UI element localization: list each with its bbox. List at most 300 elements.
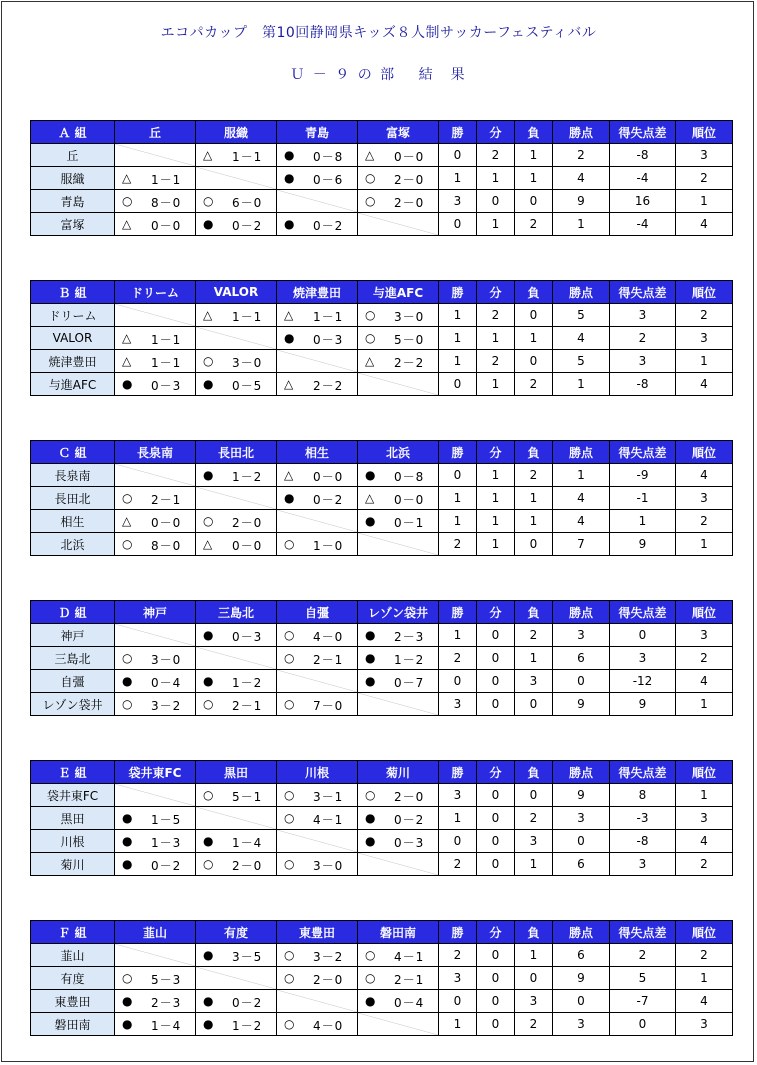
team-name: 東豊田 (31, 990, 115, 1013)
diagonal-line (115, 784, 195, 806)
diagonal-line (277, 190, 357, 212)
match-result (277, 533, 358, 556)
team-name: 自彊 (31, 670, 115, 693)
header-row (31, 601, 733, 624)
stat-value: 0 (439, 213, 477, 236)
stat-value: 4 (676, 373, 733, 396)
diagonal-cell (115, 464, 196, 487)
match-score: 0－5 (232, 379, 263, 393)
result-mark: ● (203, 217, 214, 231)
group-table (30, 280, 733, 396)
result-mark: △ (122, 217, 132, 231)
group-table (30, 120, 733, 236)
stat-value: -8 (610, 830, 676, 853)
diagonal-line (358, 693, 438, 715)
stat-value: 3 (439, 693, 477, 716)
stat-column-header: 分 (477, 921, 515, 944)
diagonal-cell (277, 190, 358, 213)
team-column-header: 有度 (196, 921, 277, 944)
header-row (31, 121, 733, 144)
match-result (358, 624, 439, 647)
group-table (30, 600, 733, 716)
match-result (196, 533, 277, 556)
result-mark: ○ (284, 697, 295, 711)
match-result (277, 213, 358, 236)
stat-value: 1 (676, 350, 733, 373)
stat-value: -3 (610, 807, 676, 830)
result-mark: ● (365, 811, 376, 825)
stat-value: 0 (439, 990, 477, 1013)
match-result (277, 327, 358, 350)
table-row (31, 144, 733, 167)
stat-value: 2 (676, 853, 733, 876)
stat-column-header: 負 (515, 121, 553, 144)
stat-value: 4 (676, 830, 733, 853)
stat-value: 6 (553, 647, 610, 670)
stat-value: 4 (553, 167, 610, 190)
diagonal-line (196, 487, 276, 509)
match-result (115, 350, 196, 373)
stat-value: 1 (439, 167, 477, 190)
stat-value: -4 (610, 167, 676, 190)
stat-column-header: 勝点 (553, 761, 610, 784)
match-score: 0－3 (232, 630, 263, 644)
match-score: 0－2 (151, 859, 182, 873)
stat-value: 1 (477, 167, 515, 190)
match-result (115, 967, 196, 990)
result-mark: ○ (203, 857, 214, 871)
stat-value: 1 (477, 510, 515, 533)
team-name: 韮山 (31, 944, 115, 967)
match-result (358, 784, 439, 807)
stat-value: 2 (439, 533, 477, 556)
result-mark: ● (203, 674, 214, 688)
result-mark: △ (365, 148, 375, 162)
team-name: 神戸 (31, 624, 115, 647)
match-result (358, 990, 439, 1013)
match-result (277, 967, 358, 990)
stat-column-header: 分 (477, 761, 515, 784)
match-result (196, 350, 277, 373)
match-result (277, 784, 358, 807)
team-column-header: 神戸 (115, 601, 196, 624)
stat-value: 3 (610, 350, 676, 373)
match-score: 2－2 (394, 356, 425, 370)
stat-value: 4 (553, 327, 610, 350)
team-name: ドリーム (31, 304, 115, 327)
match-score: 3－1 (313, 790, 344, 804)
stat-column-header: 勝 (439, 761, 477, 784)
match-score: 2－0 (394, 790, 425, 804)
result-mark: △ (284, 377, 294, 391)
stat-value: 2 (515, 373, 553, 396)
result-mark: ● (284, 171, 295, 185)
stat-value: 7 (553, 533, 610, 556)
diagonal-line (277, 670, 357, 692)
stat-column-header: 勝 (439, 281, 477, 304)
stat-value: 1 (515, 327, 553, 350)
diagonal-cell (358, 373, 439, 396)
stat-value: 1 (515, 144, 553, 167)
team-name: VALOR (31, 327, 115, 350)
result-mark: ● (122, 1017, 133, 1031)
stat-value: 0 (515, 784, 553, 807)
stat-value: 1 (477, 373, 515, 396)
stat-value: 1 (676, 693, 733, 716)
table-row (31, 670, 733, 693)
team-column-header: VALOR (196, 281, 277, 304)
stat-value: 16 (610, 190, 676, 213)
stat-value: 9 (553, 784, 610, 807)
diagonal-cell (196, 167, 277, 190)
match-result (358, 967, 439, 990)
stat-value: 1 (439, 304, 477, 327)
match-score: 1－1 (232, 150, 263, 164)
team-column-header: 三島北 (196, 601, 277, 624)
header-row (31, 921, 733, 944)
match-score: 1－1 (151, 333, 182, 347)
result-mark: ○ (122, 651, 133, 665)
team-column-header: 袋井東FC (115, 761, 196, 784)
match-result (196, 144, 277, 167)
group-label: Ａ 組 (31, 121, 115, 144)
diagonal-line (115, 624, 195, 646)
diagonal-cell (358, 213, 439, 236)
match-result (196, 624, 277, 647)
header-row (31, 281, 733, 304)
match-score: 0－6 (313, 173, 344, 187)
page-title: エコパカップ 第10回静岡県キッズ８人制サッカーフェスティバル (160, 25, 597, 41)
stat-column-header: 得失点差 (610, 441, 676, 464)
stat-value: 1 (439, 487, 477, 510)
match-result (277, 167, 358, 190)
diagonal-line (115, 144, 195, 166)
match-score: 0－1 (394, 516, 425, 530)
stat-value: 2 (515, 213, 553, 236)
match-result (277, 1013, 358, 1036)
stat-value: 2 (676, 510, 733, 533)
diagonal-cell (115, 944, 196, 967)
match-score: 2－1 (232, 699, 263, 713)
match-score: 0－2 (313, 493, 344, 507)
team-name: 服織 (31, 167, 115, 190)
result-mark: ○ (284, 948, 295, 962)
match-score: 0－0 (151, 219, 182, 233)
match-result (358, 670, 439, 693)
team-name: 青島 (31, 190, 115, 213)
result-mark: ● (284, 148, 295, 162)
stat-value: 1 (477, 487, 515, 510)
stat-value: 6 (553, 944, 610, 967)
table-row (31, 967, 733, 990)
result-mark: △ (203, 308, 213, 322)
match-score: 4－1 (313, 813, 344, 827)
stat-value: 3 (676, 327, 733, 350)
stat-value: -1 (610, 487, 676, 510)
stat-value: 0 (439, 830, 477, 853)
diagonal-cell (277, 670, 358, 693)
stat-value: 2 (477, 144, 515, 167)
stat-column-header: 順位 (676, 281, 733, 304)
stat-value: 0 (515, 190, 553, 213)
stat-column-header: 分 (477, 121, 515, 144)
stat-value: 3 (676, 487, 733, 510)
stat-column-header: 勝 (439, 921, 477, 944)
match-score: 5－3 (151, 973, 182, 987)
stat-value: 3 (553, 807, 610, 830)
stat-value: 1 (553, 373, 610, 396)
stat-column-header: 負 (515, 761, 553, 784)
result-mark: ○ (284, 628, 295, 642)
match-result (115, 693, 196, 716)
match-score: 3－0 (232, 356, 263, 370)
stat-column-header: 得失点差 (610, 921, 676, 944)
match-result (115, 670, 196, 693)
stat-column-header: 分 (477, 601, 515, 624)
team-column-header: 菊川 (358, 761, 439, 784)
match-result (196, 1013, 277, 1036)
stat-value: 0 (439, 670, 477, 693)
match-result (115, 510, 196, 533)
match-score: 1－2 (394, 653, 425, 667)
match-result (358, 144, 439, 167)
stat-value: -7 (610, 990, 676, 1013)
stat-value: 1 (676, 967, 733, 990)
stat-value: 1 (477, 464, 515, 487)
stat-value: 1 (439, 350, 477, 373)
team-name: 有度 (31, 967, 115, 990)
result-mark: ○ (365, 948, 376, 962)
result-mark: ● (365, 674, 376, 688)
stat-value: 2 (676, 167, 733, 190)
team-column-header: レゾン袋井 (358, 601, 439, 624)
stat-value: -9 (610, 464, 676, 487)
stat-value: 0 (477, 784, 515, 807)
match-score: 5－1 (232, 790, 263, 804)
match-score: 1－4 (151, 1019, 182, 1033)
match-result (196, 670, 277, 693)
stat-value: 2 (515, 807, 553, 830)
match-score: 7－0 (313, 699, 344, 713)
table-row (31, 464, 733, 487)
match-result (115, 190, 196, 213)
diagonal-line (196, 327, 276, 349)
match-result (358, 647, 439, 670)
match-score: 1－1 (313, 310, 344, 324)
stat-value: 4 (676, 990, 733, 1013)
stat-value: 1 (676, 190, 733, 213)
result-mark: ○ (203, 697, 214, 711)
stat-value: 3 (676, 144, 733, 167)
stat-column-header: 負 (515, 441, 553, 464)
match-score: 4－0 (313, 630, 344, 644)
result-mark: △ (365, 354, 375, 368)
match-score: 0－2 (313, 219, 344, 233)
stat-value: 3 (553, 624, 610, 647)
result-mark: ○ (122, 971, 133, 985)
stat-column-header: 順位 (676, 761, 733, 784)
stat-value: 1 (477, 213, 515, 236)
match-score: 2－0 (232, 516, 263, 530)
stat-value: 0 (439, 373, 477, 396)
result-mark: ● (203, 377, 214, 391)
match-score: 0－3 (313, 333, 344, 347)
result-mark: ○ (365, 971, 376, 985)
result-mark: ● (365, 514, 376, 528)
stat-value: 1 (439, 807, 477, 830)
team-name: 焼津豊田 (31, 350, 115, 373)
match-result (277, 624, 358, 647)
match-score: 3－2 (313, 950, 344, 964)
stat-value: 0 (477, 647, 515, 670)
stat-value: 2 (553, 144, 610, 167)
match-score: 0－8 (313, 150, 344, 164)
diagonal-cell (277, 350, 358, 373)
match-result (277, 693, 358, 716)
team-column-header: 与進AFC (358, 281, 439, 304)
page-subtitle: Ｕ － ９ の 部 結 果 (290, 67, 467, 83)
match-result (358, 807, 439, 830)
stat-value: 2 (439, 944, 477, 967)
match-score: 6－0 (232, 196, 263, 210)
diagonal-line (196, 807, 276, 829)
team-column-header: 東豊田 (277, 921, 358, 944)
stat-value: 9 (610, 693, 676, 716)
result-mark: ● (365, 994, 376, 1008)
stat-value: -8 (610, 144, 676, 167)
result-mark: ● (365, 468, 376, 482)
result-mark: ○ (284, 1017, 295, 1031)
match-score: 0－0 (394, 150, 425, 164)
table-row (31, 944, 733, 967)
match-result (196, 304, 277, 327)
diagonal-line (358, 373, 438, 395)
match-result (277, 944, 358, 967)
stat-value: 2 (610, 944, 676, 967)
match-score: 0－4 (394, 996, 425, 1010)
diagonal-line (358, 213, 438, 235)
team-name: 袋井東FC (31, 784, 115, 807)
match-score: 0－7 (394, 676, 425, 690)
match-result (196, 990, 277, 1013)
stat-value: 0 (610, 1013, 676, 1036)
result-mark: ○ (365, 194, 376, 208)
group-label: Ｅ 組 (31, 761, 115, 784)
stat-value: 2 (676, 944, 733, 967)
stat-value: 9 (553, 190, 610, 213)
stat-value: 6 (553, 853, 610, 876)
match-score: 2－1 (394, 973, 425, 987)
diagonal-cell (196, 487, 277, 510)
match-result (358, 487, 439, 510)
match-result (115, 487, 196, 510)
stat-value: 4 (676, 213, 733, 236)
stat-value: 0 (439, 464, 477, 487)
stat-value: 3 (515, 830, 553, 853)
team-name: 長泉南 (31, 464, 115, 487)
result-mark: ○ (284, 651, 295, 665)
match-score: 3－0 (151, 653, 182, 667)
result-mark: ○ (203, 514, 214, 528)
match-result (115, 807, 196, 830)
result-mark: ● (122, 834, 133, 848)
stat-value: 0 (477, 693, 515, 716)
result-mark: ● (203, 468, 214, 482)
stat-column-header: 勝 (439, 441, 477, 464)
diagonal-cell (358, 853, 439, 876)
stat-column-header: 勝点 (553, 921, 610, 944)
table-row (31, 693, 733, 716)
result-mark: △ (122, 331, 132, 345)
stat-column-header: 勝 (439, 121, 477, 144)
stat-value: 2 (515, 1013, 553, 1036)
result-mark: △ (284, 308, 294, 322)
result-mark: △ (203, 148, 213, 162)
stat-column-header: 勝 (439, 601, 477, 624)
table-row (31, 190, 733, 213)
stat-column-header: 分 (477, 281, 515, 304)
stat-value: 0 (515, 967, 553, 990)
team-column-header: 青島 (277, 121, 358, 144)
diagonal-cell (196, 807, 277, 830)
team-column-header: 相生 (277, 441, 358, 464)
result-mark: ○ (284, 811, 295, 825)
match-score: 0－8 (394, 470, 425, 484)
match-score: 1－1 (151, 356, 182, 370)
match-result (196, 830, 277, 853)
match-result (196, 510, 277, 533)
stat-value: 3 (676, 624, 733, 647)
table-row (31, 327, 733, 350)
diagonal-cell (196, 647, 277, 670)
match-score: 8－0 (151, 539, 182, 553)
match-result (115, 990, 196, 1013)
stat-value: -8 (610, 373, 676, 396)
match-score: 2－0 (232, 859, 263, 873)
stat-value: 0 (477, 624, 515, 647)
stat-column-header: 順位 (676, 921, 733, 944)
result-mark: ○ (122, 491, 133, 505)
diagonal-line (115, 304, 195, 326)
stat-value: 2 (477, 304, 515, 327)
stat-value: 1 (553, 213, 610, 236)
team-name: 与進AFC (31, 373, 115, 396)
diagonal-cell (358, 1013, 439, 1036)
table-row (31, 487, 733, 510)
team-column-header: 長泉南 (115, 441, 196, 464)
result-mark: ● (365, 651, 376, 665)
result-mark: ● (203, 834, 214, 848)
diagonal-cell (277, 830, 358, 853)
stat-value: 3 (439, 967, 477, 990)
team-name: 富塚 (31, 213, 115, 236)
diagonal-line (358, 533, 438, 555)
match-result (358, 304, 439, 327)
result-mark: ○ (284, 788, 295, 802)
match-score: 2－2 (313, 379, 344, 393)
stat-column-header: 勝点 (553, 601, 610, 624)
match-score: 0－2 (232, 996, 263, 1010)
stat-column-header: 勝点 (553, 121, 610, 144)
stat-value: 9 (553, 967, 610, 990)
stat-value: 0 (477, 990, 515, 1013)
stat-value: 1 (439, 624, 477, 647)
table-row (31, 784, 733, 807)
result-mark: ○ (122, 194, 133, 208)
stat-column-header: 勝点 (553, 281, 610, 304)
match-result (115, 853, 196, 876)
stat-value: 3 (515, 990, 553, 1013)
